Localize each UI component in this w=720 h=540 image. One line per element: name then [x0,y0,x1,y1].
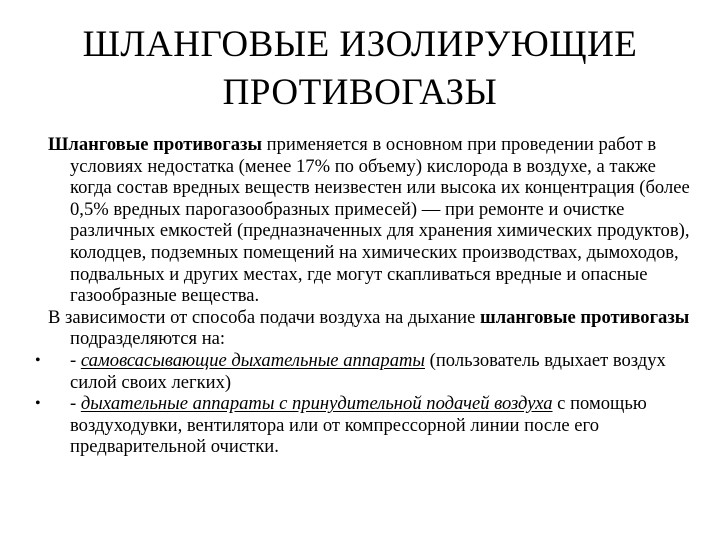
title-line-1: ШЛАНГОВЫЕ ИЗОЛИРУЮЩИЕ [82,24,638,65]
title-line-2: ПРОТИВОГАЗЫ [222,72,498,113]
bullet-1-emphasis: самовсасывающие дыхательные аппараты [80,349,426,371]
bullet-1-prefix: - [70,349,81,371]
bullet-marker-1: • [35,351,41,369]
paragraph-classification-before: В зависимости от способа подачи воздуха на дыхание [48,306,480,328]
bullet-item-self-suction [35,349,698,393]
paragraph-intro-text: применяется в основном при проведении работ в условиях недостатка (менее 17% по объему) кислорода в воздухе, а также когда состав вредных веществ неизвестен или высока их концентрация (более 0,5% вредных парогазообразных примесей) — при ремонте и очистке различных емкостей (предназначенных для хранения химических продуктов), колодцев, подземных помещений на химических производствах, дымоходов, подвальных и других местах, где могут скапливаться вредные и опасные газообразные вещества. [70,134,690,307]
bullet-2-prefix: - [70,393,81,415]
paragraph-classification [48,307,698,350]
paragraph-intro-lead: Шланговые противогазы [48,134,263,155]
bullet-2-emphasis: дыхательные аппараты с принудительной подачей воздуха [80,393,553,415]
bullet-item-forced-air [35,393,698,458]
paragraph-intro [48,134,698,307]
paragraph-classification-bold: шланговые противогазы [480,306,690,328]
paragraph-classification-after: подразделяются на: [70,328,226,350]
bullet-2-text: с помощью воздуходувки, вентилятора или от компрессорной линии после его предварительной очистки. [70,393,647,458]
slide-title [0,21,720,117]
bullet-1-text: (пользователь вдыхает воздух силой своих легких) [70,349,666,393]
slide-body [35,134,698,458]
bullet-marker-2: • [35,395,41,413]
